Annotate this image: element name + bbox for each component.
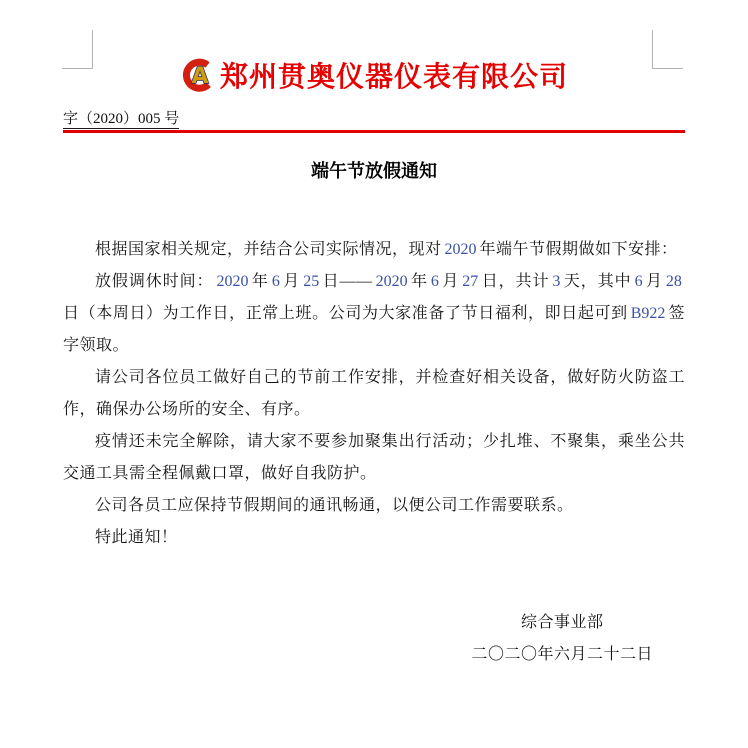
body-paragraph: 疫情还未完全解除，请大家不要参加聚集出行活动；少扎堆、不聚集，乘坐公共交通工具需全程佩戴口罩，做好自我防护。	[63, 433, 685, 482]
svg-text:A: A	[191, 64, 209, 89]
body-paragraph: 放假调休时间： 2020 年 6 月 25 日—— 2020 年 6 月 27 日，共计 3 天，其中 6 月 28日（本周日）为工作日，正常上班。公司为大家准备了节日福利，即日起可到 B922 签字领取。	[63, 273, 685, 354]
body-paragraph: 请公司各位员工做好自己的节前工作安排，并检查好相关设备，做好防火防盗工作，确保办公场所的安全、有序。	[63, 369, 685, 418]
signature-block	[63, 607, 685, 671]
letterhead	[63, 54, 685, 96]
notice-body	[63, 234, 685, 554]
document-number: 字（2020）005 号	[63, 111, 180, 127]
body-paragraph: 根据国家相关规定，并结合公司实际情况，现对 2020 年端午节假期做如下安排：	[95, 241, 678, 258]
company-logo-ca-monogram-icon	[180, 56, 218, 94]
document-content	[63, 0, 685, 671]
letterhead-divider	[63, 130, 685, 133]
document-number-row	[63, 110, 685, 128]
signature-date: 二〇二〇年六月二十二日	[471, 646, 653, 663]
company-name: 郑州贯奥仪器仪表有限公司	[219, 62, 568, 93]
signature-department: 综合事业部	[520, 614, 604, 631]
body-paragraph: 公司各员工应保持节假期间的通讯畅通，以便公司工作需要联系。	[95, 497, 574, 514]
page-title: 端午节放假通知	[311, 161, 437, 181]
body-paragraph: 特此通知！	[95, 529, 178, 546]
